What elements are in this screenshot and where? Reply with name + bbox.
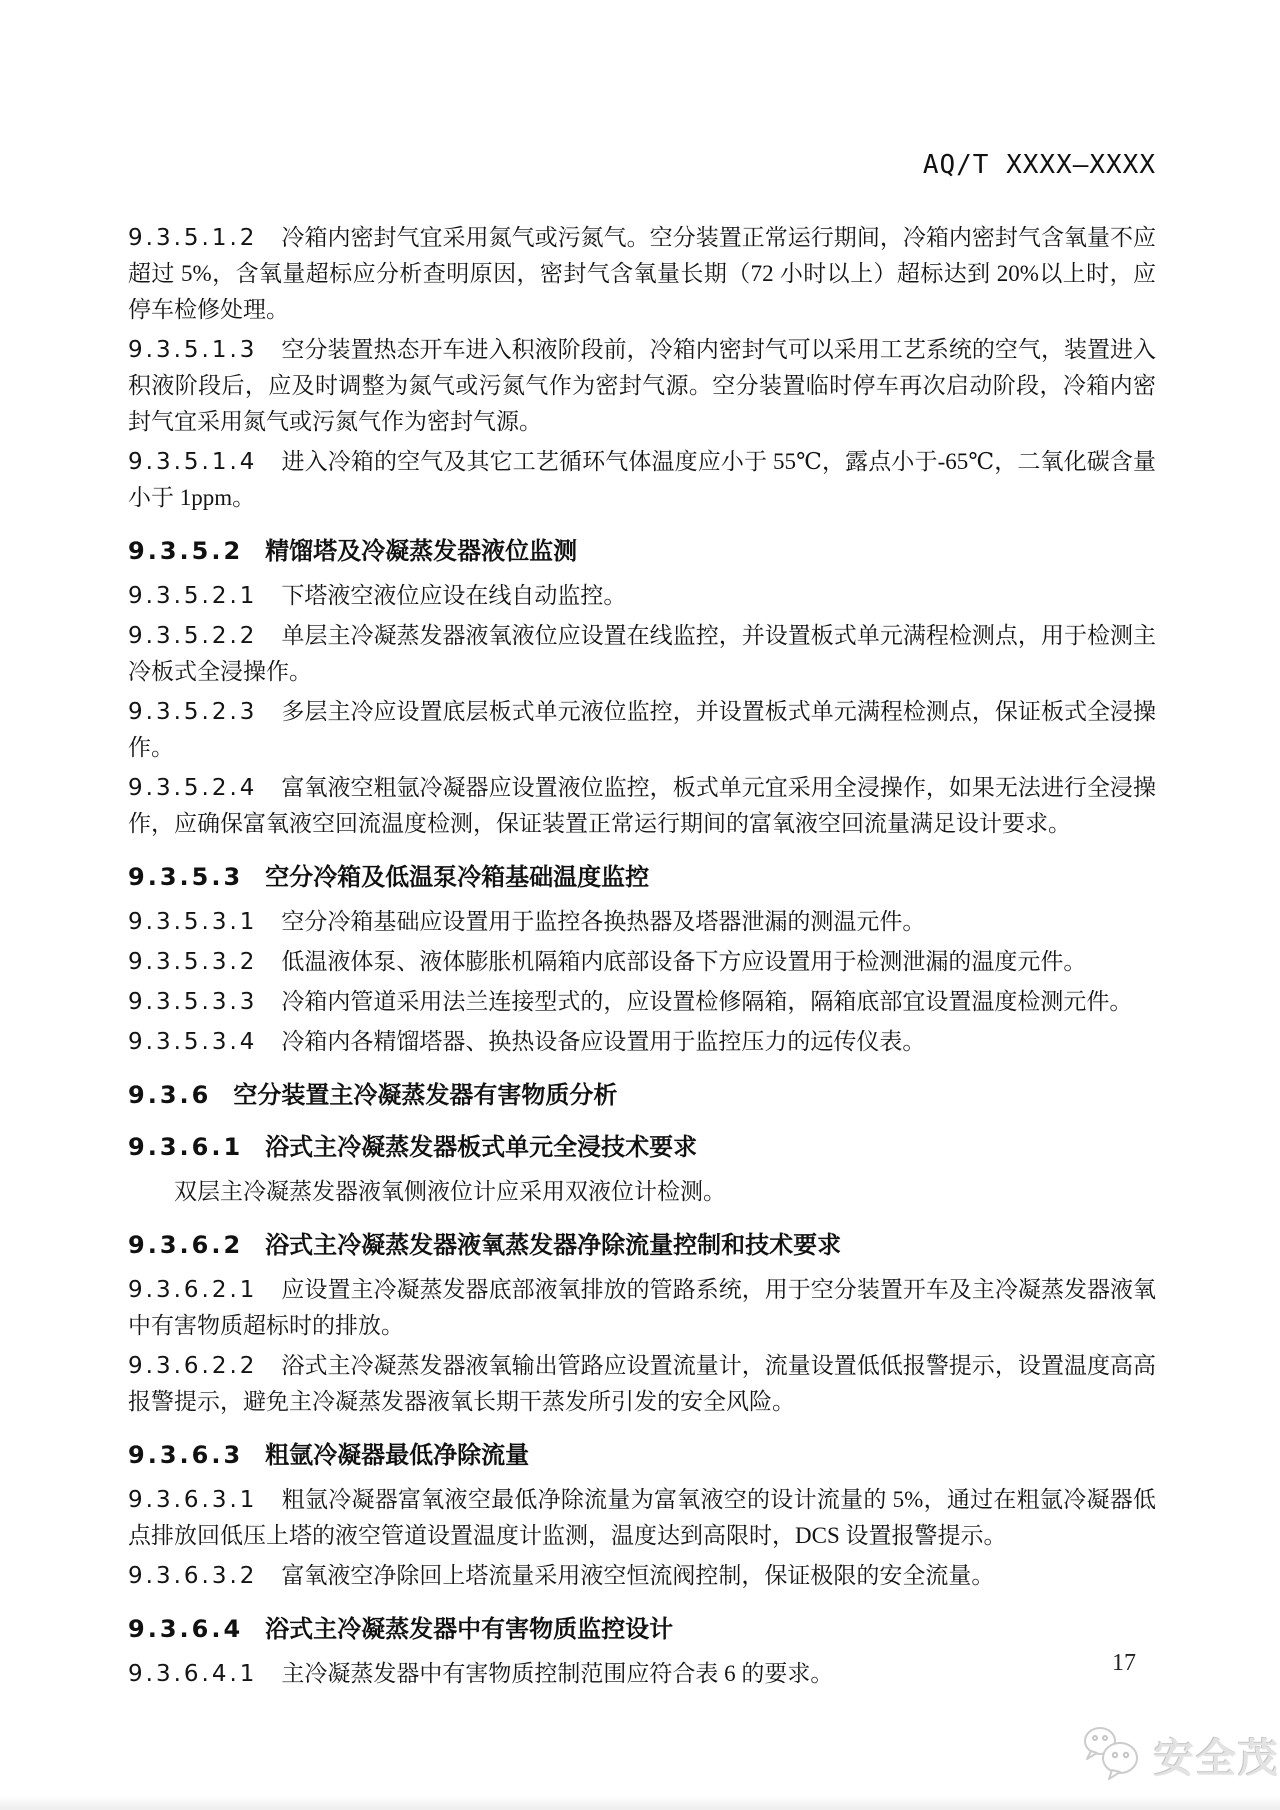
heading-9-3-6-4 bbox=[128, 1612, 1156, 1646]
clause-text: 富氧液空净除回上塔流量采用液空恒流阀控制，保证极限的安全流量。 bbox=[281, 1563, 995, 1588]
content-area bbox=[128, 150, 1156, 1696]
clause-9-3-5-1-2 bbox=[128, 220, 1156, 328]
clause-number: 9.3.5.3.2 bbox=[128, 949, 258, 975]
clause-text: 空分冷箱基础应设置用于监控各换热器及塔器泄漏的测温元件。 bbox=[281, 909, 926, 934]
clause-9-3-5-2-1 bbox=[128, 578, 1156, 614]
clause-text: 下塔液空液位应设在线自动监控。 bbox=[281, 583, 627, 608]
clause-number: 9.3.5.3.3 bbox=[128, 989, 258, 1015]
clause-text: 低温液体泵、液体膨胀机隔箱内底部设备下方应设置用于检测泄漏的温度元件。 bbox=[281, 949, 1087, 974]
clause-text: 冷箱内管道采用法兰连接型式的，应设置检修隔箱，隔箱底部宜设置温度检测元件。 bbox=[281, 989, 1133, 1014]
heading-9-3-5-3 bbox=[128, 860, 1156, 894]
heading-number: 9.3.6.2 bbox=[128, 1231, 244, 1259]
clause-number: 9.3.6.3.2 bbox=[128, 1563, 258, 1589]
clause-text: 多层主冷应设置底层板式单元液位监控，并设置板式单元满程检测点，保证板式全浸操作。 bbox=[128, 699, 1156, 760]
clause-number: 9.3.5.3.1 bbox=[128, 909, 258, 935]
clause-text: 单层主冷凝蒸发器液氧液位应设置在线监控，并设置板式单元满程检测点，用于检测主冷板式全浸操作。 bbox=[128, 623, 1156, 684]
heading-title: 粗氩冷凝器最低净除流量 bbox=[265, 1441, 530, 1469]
heading-number: 9.3.5.3 bbox=[128, 863, 244, 891]
clause-number: 9.3.6.4.1 bbox=[128, 1661, 258, 1687]
heading-number: 9.3.6.1 bbox=[128, 1133, 244, 1161]
page-bottom-edge bbox=[0, 1796, 1280, 1810]
clause-text: 进入冷箱的空气及其它工艺循环气体温度应小于 55℃，露点小于-65℃，二氧化碳含量小于 1ppm。 bbox=[128, 449, 1156, 510]
clause-9-3-5-3-3 bbox=[128, 984, 1156, 1020]
watermark bbox=[1078, 1724, 1280, 1787]
clause-9-3-5-2-3 bbox=[128, 694, 1156, 766]
clause-text: 冷箱内密封气宜采用氮气或污氮气。空分装置正常运行期间，冷箱内密封气含氧量不应超过 5%，含氧量超标应分析查明原因，密封气含氧量长期（72 小时以上）超标达到 20%以上时，应停车检修处理。 bbox=[128, 225, 1156, 322]
clause-number: 9.3.5.2.2 bbox=[128, 623, 258, 649]
clause-text: 主冷凝蒸发器中有害物质控制范围应符合表 6 的要求。 bbox=[281, 1661, 834, 1686]
clause-9-3-6-2-1 bbox=[128, 1272, 1156, 1344]
clause-text: 空分装置热态开车进入积液阶段前，冷箱内密封气可以采用工艺系统的空气，装置进入积液阶段后，应及时调整为氮气或污氮气作为密封气源。空分装置临时停车再次启动阶段，冷箱内密封气宜采用氮气或污氮气作为密封气源。 bbox=[128, 337, 1156, 434]
clause-9-3-5-1-3 bbox=[128, 332, 1156, 440]
heading-title: 精馏塔及冷凝蒸发器液位监测 bbox=[265, 537, 578, 565]
heading-title: 空分冷箱及低温泵冷箱基础温度监控 bbox=[265, 863, 650, 891]
clause-9-3-5-1-4 bbox=[128, 444, 1156, 516]
heading-number: 9.3.6.4 bbox=[128, 1615, 244, 1643]
doc-code-header: AQ/T XXXX—XXXX bbox=[922, 150, 1156, 180]
clause-text: 富氧液空粗氩冷凝器应设置液位监控，板式单元宜采用全浸操作，如果无法进行全浸操作，应确保富氧液空回流温度检测，保证装置正常运行期间的富氧液空回流量满足设计要求。 bbox=[128, 775, 1156, 836]
clause-9-3-6-3-1 bbox=[128, 1482, 1156, 1554]
heading-title: 浴式主冷凝蒸发器液氧蒸发器净除流量控制和技术要求 bbox=[265, 1231, 842, 1259]
heading-9-3-5-2 bbox=[128, 534, 1156, 568]
clause-text: 冷箱内各精馏塔器、换热设备应设置用于监控压力的远传仪表。 bbox=[281, 1029, 926, 1054]
heading-9-3-6 bbox=[128, 1078, 1156, 1112]
heading-title: 浴式主冷凝蒸发器板式单元全浸技术要求 bbox=[265, 1133, 698, 1161]
clause-number: 9.3.5.1.2 bbox=[128, 225, 258, 251]
clause-9-3-6-4-1 bbox=[128, 1656, 1156, 1692]
heading-number: 9.3.5.2 bbox=[128, 537, 244, 565]
clause-text: 应设置主冷凝蒸发器底部液氧排放的管路系统，用于空分装置开车及主冷凝蒸发器液氧中有害物质超标时的排放。 bbox=[128, 1277, 1156, 1338]
heading-9-3-6-1 bbox=[128, 1130, 1156, 1164]
chat-bubbles-icon bbox=[1078, 1724, 1144, 1787]
clause-number: 9.3.6.2.2 bbox=[128, 1353, 258, 1379]
clause-number: 9.3.6.2.1 bbox=[128, 1277, 258, 1303]
page-number: 17 bbox=[1112, 1650, 1136, 1676]
watermark-text: 安全茂 bbox=[1154, 1736, 1280, 1782]
heading-title: 浴式主冷凝蒸发器中有害物质监控设计 bbox=[265, 1615, 674, 1643]
clause-9-3-5-3-1 bbox=[128, 904, 1156, 940]
clause-number: 9.3.6.3.1 bbox=[128, 1487, 258, 1513]
heading-9-3-6-2 bbox=[128, 1228, 1156, 1262]
paragraph-9-3-6-1-body: 双层主冷凝蒸发器液氧侧液位计应采用双液位计检测。 bbox=[174, 1179, 726, 1204]
clause-number: 9.3.5.2.1 bbox=[128, 583, 258, 609]
clause-9-3-5-3-2 bbox=[128, 944, 1156, 980]
clause-number: 9.3.5.1.4 bbox=[128, 449, 258, 475]
heading-title: 空分装置主冷凝蒸发器有害物质分析 bbox=[233, 1081, 618, 1109]
clause-9-3-6-3-2 bbox=[128, 1558, 1156, 1594]
clause-9-3-6-2-2 bbox=[128, 1348, 1156, 1420]
clause-9-3-5-2-4 bbox=[128, 770, 1156, 842]
clause-number: 9.3.5.1.3 bbox=[128, 337, 258, 363]
clause-number: 9.3.5.2.3 bbox=[128, 699, 258, 725]
heading-9-3-6-3 bbox=[128, 1438, 1156, 1472]
heading-number: 9.3.6 bbox=[128, 1081, 212, 1109]
clause-text: 浴式主冷凝蒸发器液氧输出管路应设置流量计，流量设置低低报警提示，设置温度高高报警提示，避免主冷凝蒸发器液氧长期干蒸发所引发的安全风险。 bbox=[128, 1353, 1156, 1414]
clause-number: 9.3.5.2.4 bbox=[128, 775, 258, 801]
clause-9-3-5-3-4 bbox=[128, 1024, 1156, 1060]
heading-number: 9.3.6.3 bbox=[128, 1441, 244, 1469]
clause-text: 粗氩冷凝器富氧液空最低净除流量为富氧液空的设计流量的 5%，通过在粗氩冷凝器低点排放回低压上塔的液空管道设置温度计监测，温度达到高限时，DCS 设置报警提示。 bbox=[128, 1487, 1156, 1548]
clause-number: 9.3.5.3.4 bbox=[128, 1029, 258, 1055]
clause-9-3-5-2-2 bbox=[128, 618, 1156, 690]
